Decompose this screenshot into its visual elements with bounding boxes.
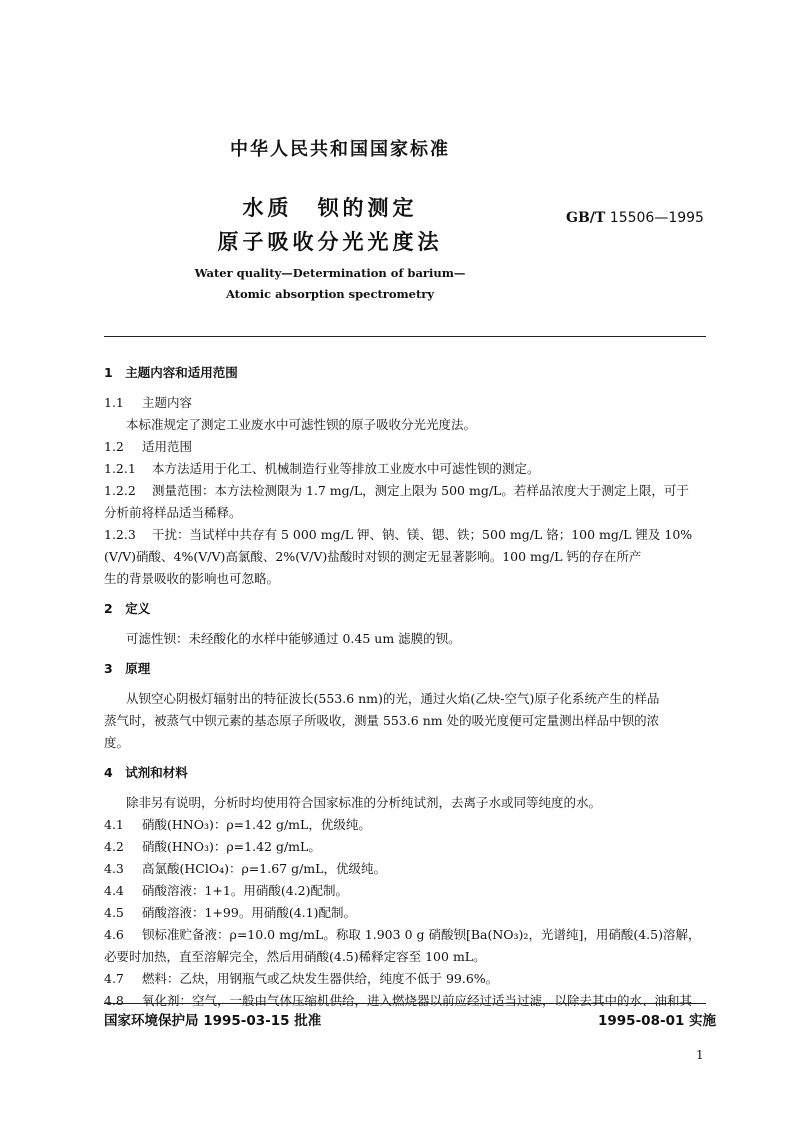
clause-1-2-2-cont: 分析前将样品适当稀释。 <box>104 505 242 520</box>
clause-1-2-2 <box>104 480 718 502</box>
clause-1-2-3-cont-1: (V/V)硝酸、4%(V/V)高氯酸、2%(V/V)盐酸时对钡的测定无显著影响。100 mg/L 钙的存在所产 <box>104 549 642 564</box>
section-3-title: 3 原理 <box>104 661 151 676</box>
clause-text: 硝酸溶液：1+99。用硝酸(4.1)配制。 <box>141 905 356 920</box>
approval-date: 国家环境保护局 1995-03-15 批准 <box>104 1013 322 1029</box>
clause-4-6 <box>104 924 718 946</box>
section-3-text-1: 从钡空心阴极灯辐射出的特征波长(553.6 nm)的光，通过火焰(乙炔-空气)原子化系统产生的样品 <box>126 691 660 706</box>
clause-4-7 <box>104 968 718 990</box>
clause-1-2 <box>104 436 718 458</box>
section-2-title: 2 定义 <box>104 601 151 616</box>
english-title-line-2: Atomic absorption spectrometry <box>225 287 435 301</box>
clause-number: 4.1 <box>104 817 124 832</box>
clause-number: 4.2 <box>104 839 124 854</box>
clause-title: 主题内容 <box>141 395 192 410</box>
clause-number: 1.2 <box>104 439 124 454</box>
clause-text: 硝酸溶液：1+1。用硝酸(4.2)配制。 <box>141 883 348 898</box>
document-body <box>104 362 718 1012</box>
section-2-text: 可滤性钡：未经酸化的水样中能够通过 0.45 um 滤膜的钡。 <box>126 631 461 646</box>
clause-text: 燃料：乙炔，用钢瓶气或乙炔发生器供给，纯度不低于 99.6%。 <box>141 971 499 986</box>
clause-text: 氧化剂：空气，一般由气体压缩机供给，进入燃烧器以前应经过适当过滤，以除去其中的水、油和其 <box>141 993 692 1008</box>
clause-4-2 <box>104 836 718 858</box>
clause-title: 适用范围 <box>141 439 192 454</box>
clause-text: 测量范围：本方法检测限为 1.7 mg/L，测定上限为 500 mg/L。若样品浓度大于测定上限，可于 <box>151 483 689 498</box>
clause-1-2-3-cont-2: 生的背景吸收的影响也可忽略。 <box>104 571 280 586</box>
clause-number: 1.2.1 <box>104 461 136 476</box>
clause-4-1 <box>104 814 718 836</box>
clause-number: 4.4 <box>104 883 124 898</box>
clause-1-2-1 <box>104 458 718 480</box>
clause-number: 4.3 <box>104 861 124 876</box>
english-title-line-1: Water quality—Determination of barium— <box>194 266 466 280</box>
clause-1-1 <box>104 392 718 414</box>
clause-4-6-cont: 必要时加热，直至溶解完全，然后用硝酸(4.5)稀释定容至 100 mL。 <box>104 949 486 964</box>
clause-text: 硝酸(HNO₃)：ρ=1.42 g/mL，优级纯。 <box>141 817 371 832</box>
title-line-2: 原子吸收分光光度法 <box>217 230 443 254</box>
clause-number: 1.2.2 <box>104 483 136 498</box>
clause-number: 4.5 <box>104 905 124 920</box>
section-1-title: 1 主题内容和适用范围 <box>104 365 238 380</box>
section-4-title: 4 试剂和材料 <box>104 765 188 780</box>
page-number: 1 <box>696 1048 704 1062</box>
clause-4-4 <box>104 880 718 902</box>
standard-code: 15506—1995 <box>609 210 704 226</box>
clause-1-1-text: 本标准规定了测定工业废水中可滤性钡的原子吸收分光光度法。 <box>126 417 477 432</box>
standard-number <box>566 210 704 226</box>
clause-text: 本方法适用于化工、机械制造行业等排放工业废水中可滤性钡的测定。 <box>151 461 540 476</box>
clause-number: 4.7 <box>104 971 124 986</box>
standard-prefix: GB/T <box>566 210 606 226</box>
clause-4-3 <box>104 858 718 880</box>
clause-text: 硝酸(HNO₃)：ρ=1.42 g/mL。 <box>141 839 321 854</box>
footer-divider <box>104 1003 706 1004</box>
agency-heading: 中华人民共和国国家标准 <box>230 139 450 160</box>
title-line-1: 水质 钡的测定 <box>242 196 418 220</box>
section-3-text-3: 度。 <box>104 735 130 750</box>
header-divider <box>104 336 706 337</box>
clause-number: 4.8 <box>104 993 124 1008</box>
section-3-text-2: 蒸气时，被蒸气中钡元素的基态原子所吸收，测量 553.6 nm 处的吸光度便可定量测出样品中钡的浓 <box>104 713 660 728</box>
clause-text: 高氯酸(HClO₄)：ρ=1.67 g/mL，优级纯。 <box>141 861 386 876</box>
clause-4-5 <box>104 902 718 924</box>
clause-number: 1.1 <box>104 395 124 410</box>
clause-text: 干扰：当试样中共存有 5 000 mg/L 钾、钠、镁、锶、铁；500 mg/L 铬；100 mg/L 锂及 10% <box>151 527 693 542</box>
effective-date: 1995-08-01 实施 <box>598 1013 717 1029</box>
clause-number: 1.2.3 <box>104 527 136 542</box>
clause-number: 4.6 <box>104 927 124 942</box>
clause-text: 钡标准贮备液：ρ=10.0 mg/mL。称取 1.903 0 g 硝酸钡[Ba(NO₃)₂，光谱纯]，用硝酸(4.5)溶解， <box>141 927 701 942</box>
section-4-text: 除非另有说明，分析时均使用符合国家标准的分析纯试剂，去离子水或同等纯度的水。 <box>126 795 602 810</box>
clause-1-2-3 <box>104 524 718 546</box>
